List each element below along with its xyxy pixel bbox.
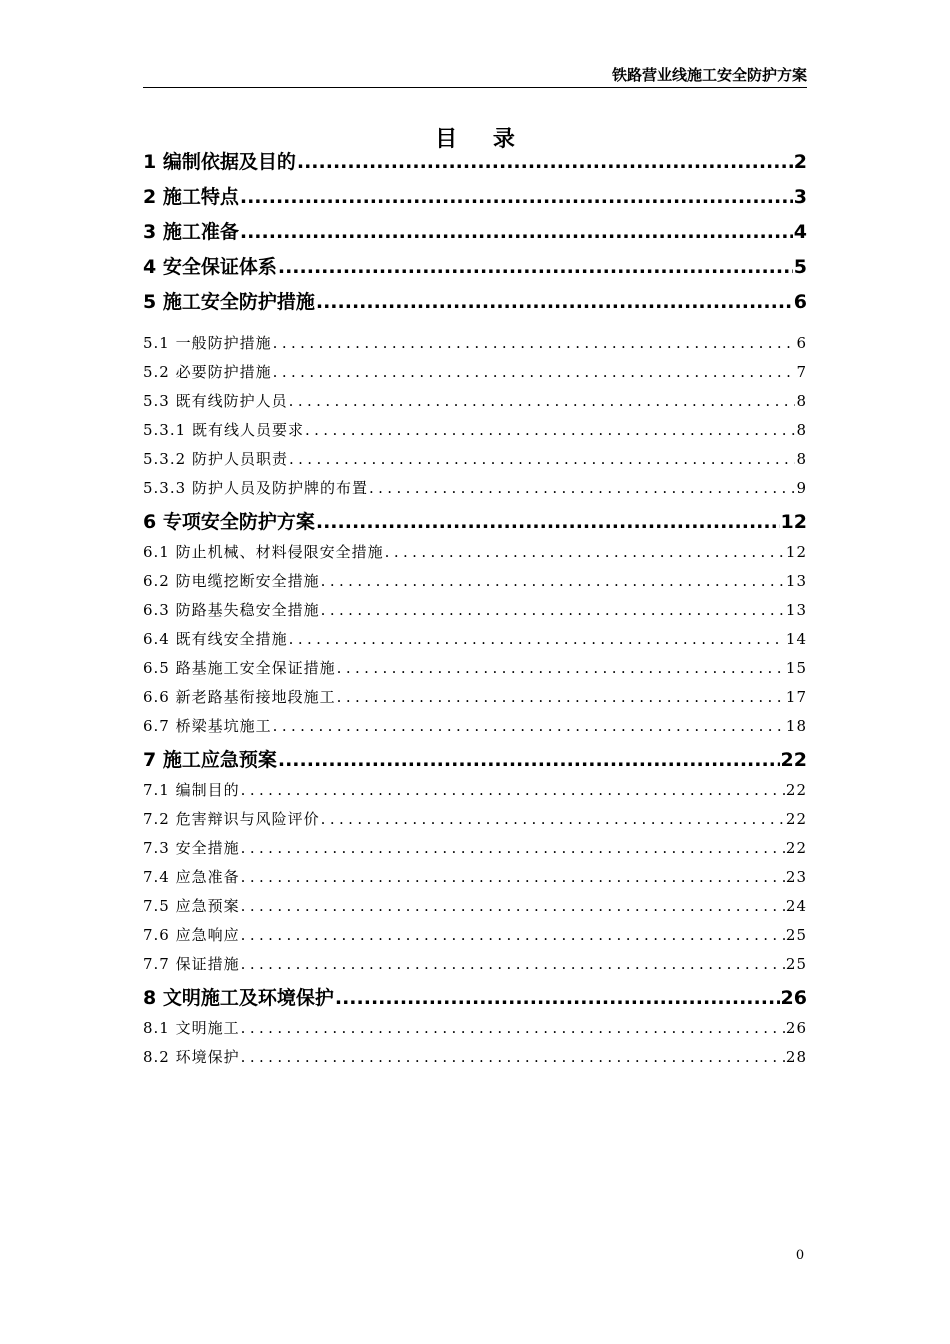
- toc-entry-number: 3: [143, 221, 157, 243]
- toc-leader-dots: [321, 810, 785, 828]
- toc-entry-text: 专项安全防护方案: [162, 511, 315, 533]
- toc-entry[interactable]: [143, 390, 807, 411]
- toc-entry-page: 8: [796, 392, 807, 410]
- toc-entry-title: [143, 287, 315, 314]
- page-number: 0: [795, 1248, 805, 1263]
- toc-leader-dots: [240, 221, 793, 243]
- toc-entry[interactable]: [143, 779, 807, 800]
- toc-leader-dots: [241, 955, 785, 973]
- toc-entry-number: 5.3.2: [143, 450, 187, 468]
- toc-entry-number: 7.7: [143, 955, 170, 973]
- toc-entry-number: 6.6: [143, 688, 170, 706]
- toc-entry-page: 22: [785, 781, 807, 799]
- toc-entry-text: 安全保证体系: [162, 256, 277, 278]
- toc-title: 目 录: [435, 127, 529, 152]
- toc-entry-number: 7.4: [143, 868, 170, 886]
- toc-entry-page: 17: [785, 688, 807, 706]
- toc-entry-number: 6.4: [143, 630, 170, 648]
- toc-entry-number: 5.2: [143, 363, 170, 381]
- toc-entry-text: 文明施工: [175, 1019, 240, 1037]
- toc-entry-title: [143, 217, 239, 244]
- toc-entry[interactable]: [143, 983, 807, 1010]
- toc-entry[interactable]: [143, 541, 807, 562]
- toc-entry[interactable]: [143, 837, 807, 858]
- toc-entry[interactable]: [143, 419, 807, 440]
- toc-entry-text: 新老路基衔接地段施工: [175, 688, 336, 706]
- toc-entry-text: 应急预案: [175, 897, 240, 915]
- toc-entry[interactable]: [143, 686, 807, 707]
- toc-entry-title: [143, 182, 239, 209]
- toc-entry-text: 应急响应: [175, 926, 240, 944]
- toc-entry-number: 7.2: [143, 810, 170, 828]
- toc-entry-number: 6.3: [143, 601, 170, 619]
- toc-entry-title: [143, 866, 240, 887]
- toc-entry-number: 1: [143, 151, 157, 173]
- toc-entry-page: 14: [785, 630, 807, 648]
- toc-entry-title: [143, 924, 240, 945]
- toc-entry-title: [143, 252, 277, 279]
- toc-entry-page: 8: [796, 450, 807, 468]
- toc-entry-page: 13: [785, 572, 807, 590]
- toc-entry[interactable]: [143, 895, 807, 916]
- header-title: 铁路营业线施工安全防护方案: [611, 66, 807, 84]
- toc-leader-dots: [321, 572, 785, 590]
- toc-entry-title: [143, 332, 272, 353]
- toc-entry-page: 5: [793, 256, 807, 278]
- toc-leader-dots: [241, 839, 785, 857]
- toc-entry-title: [143, 361, 272, 382]
- toc-leader-dots: [305, 421, 795, 439]
- toc-entry-page: 25: [785, 926, 807, 944]
- toc-entry-number: 8.2: [143, 1048, 170, 1066]
- toc-entry-title: [143, 448, 288, 469]
- toc-entry-title: [143, 686, 336, 707]
- toc-entry[interactable]: [143, 715, 807, 736]
- toc-leader-dots: [289, 630, 785, 648]
- toc-leader-dots: [273, 363, 796, 381]
- toc-leader-dots: [337, 688, 785, 706]
- toc-entry-title: [143, 895, 240, 916]
- toc-entry[interactable]: [143, 448, 807, 469]
- toc-entry-number: 6.1: [143, 543, 170, 561]
- toc-leader-dots: [278, 749, 780, 771]
- toc-entry-title: [143, 779, 240, 800]
- toc-leader-dots: [241, 781, 785, 799]
- toc-entry[interactable]: [143, 924, 807, 945]
- toc-entry-title: [143, 541, 384, 562]
- toc-entry-title: [143, 1017, 240, 1038]
- toc-entry-number: 5.3.3: [143, 479, 187, 497]
- toc-entry[interactable]: [143, 252, 807, 279]
- toc-entry-number: 5: [143, 291, 157, 313]
- toc-leader-dots: [278, 256, 793, 278]
- toc-entry-page: 22: [785, 810, 807, 828]
- toc-entry-title: [143, 715, 272, 736]
- toc-entry-page: 24: [785, 897, 807, 915]
- toc-entry[interactable]: [143, 953, 807, 974]
- toc-entry-number: 6.7: [143, 717, 170, 735]
- toc-entry-text: 应急准备: [175, 868, 240, 886]
- toc-entry-text: 一般防护措施: [175, 334, 272, 352]
- toc-entry-title: [143, 570, 320, 591]
- toc-leader-dots: [289, 392, 796, 410]
- toc-entry-number: 7.6: [143, 926, 170, 944]
- toc-entry-text: 既有线人员要求: [191, 421, 304, 439]
- toc-entry-text: 施工准备: [162, 221, 239, 243]
- toc-entry-page: 23: [785, 868, 807, 886]
- toc-entry[interactable]: [143, 361, 807, 382]
- toc-leader-dots: [289, 450, 795, 468]
- toc-entry-title: [143, 808, 320, 829]
- toc-entry-title: [143, 657, 336, 678]
- toc-entry-number: 6.5: [143, 659, 170, 677]
- toc-entry-number: 5.1: [143, 334, 170, 352]
- toc-entry[interactable]: [143, 332, 807, 353]
- toc-entry-number: 5.3.1: [143, 421, 187, 439]
- header-rule: [143, 87, 807, 88]
- toc-entry-text: 安全措施: [175, 839, 240, 857]
- toc-leader-dots: [369, 479, 795, 497]
- toc-entry-number: 2: [143, 186, 157, 208]
- toc-entry-text: 防路基失稳安全措施: [175, 601, 320, 619]
- toc-entry[interactable]: [143, 287, 807, 314]
- toc-entry-text: 编制目的: [175, 781, 240, 799]
- toc-entry-page: 9: [796, 479, 807, 497]
- toc-entry-text: 防电缆挖断安全措施: [175, 572, 320, 590]
- toc-entry-page: 3: [793, 186, 807, 208]
- toc-entry[interactable]: [143, 570, 807, 591]
- toc-entry-text: 保证措施: [175, 955, 240, 973]
- toc-entry-number: 7.3: [143, 839, 170, 857]
- toc-entry-text: 路基施工安全保证措施: [175, 659, 336, 677]
- toc-leader-dots: [241, 926, 785, 944]
- toc-entry[interactable]: [143, 217, 807, 244]
- toc-leader-dots: [241, 1048, 785, 1066]
- toc-entry-title: [143, 628, 288, 649]
- toc-entry-page: 22: [780, 749, 807, 771]
- toc-entry[interactable]: [143, 657, 807, 678]
- toc-entry[interactable]: [143, 599, 807, 620]
- toc-entry-page: 26: [785, 1019, 807, 1037]
- toc-entry-title: [143, 390, 288, 411]
- toc-entry-page: 12: [780, 511, 807, 533]
- toc-entry-number: 4: [143, 256, 157, 278]
- toc-entry-number: 7.1: [143, 781, 170, 799]
- toc-entry-page: 6: [796, 334, 807, 352]
- toc-entry-title: [143, 599, 320, 620]
- toc-entry-title: [143, 1046, 240, 1067]
- toc-entry-text: 编制依据及目的: [162, 151, 296, 173]
- toc-entry[interactable]: [143, 147, 807, 174]
- toc-entry-page: 13: [785, 601, 807, 619]
- toc-entry-number: 6: [143, 511, 157, 533]
- toc-leader-dots: [241, 1019, 785, 1037]
- toc-entry-title: [143, 419, 304, 440]
- toc-entry-number: 5.3: [143, 392, 170, 410]
- toc-entry-page: 18: [785, 717, 807, 735]
- toc-entry-title: [143, 477, 368, 498]
- toc-leader-dots: [335, 987, 780, 1009]
- toc-leader-dots: [273, 334, 796, 352]
- toc-entry[interactable]: [143, 808, 807, 829]
- toc-entry-text: 既有线安全措施: [175, 630, 288, 648]
- toc-leader-dots: [337, 659, 785, 677]
- toc-entry-page: 25: [785, 955, 807, 973]
- toc-entry[interactable]: [143, 1046, 807, 1067]
- toc-entry-page: 4: [793, 221, 807, 243]
- toc-entry[interactable]: [143, 477, 807, 498]
- toc-entry[interactable]: [143, 866, 807, 887]
- toc-leader-dots: [321, 601, 785, 619]
- toc-entry[interactable]: [143, 628, 807, 649]
- toc-entry-title: [143, 507, 315, 534]
- toc-entry-text: 必要防护措施: [175, 363, 272, 381]
- toc-leader-dots: [241, 897, 785, 915]
- toc-entry-number: 8: [143, 987, 157, 1009]
- toc-entry-title: [143, 953, 240, 974]
- toc-entry-title: [143, 745, 277, 772]
- toc-entry-text: 文明施工及环境保护: [162, 987, 334, 1009]
- toc-entry[interactable]: [143, 507, 807, 534]
- toc-entry-page: 15: [785, 659, 807, 677]
- toc-entry-title: [143, 983, 334, 1010]
- toc-entry-number: 7.5: [143, 897, 170, 915]
- toc-entry-page: 6: [793, 291, 807, 313]
- toc-entry-number: 6.2: [143, 572, 170, 590]
- toc-entry-page: 2: [793, 151, 807, 173]
- toc-leader-dots: [273, 717, 785, 735]
- toc-entry-page: 12: [785, 543, 807, 561]
- toc-entry-text: 施工应急预案: [162, 749, 277, 771]
- toc-leader-dots: [297, 151, 793, 173]
- toc-entry[interactable]: [143, 745, 807, 772]
- toc-entry-page: 7: [796, 363, 807, 381]
- toc-entry-number: 8.1: [143, 1019, 170, 1037]
- toc-entry-text: 防护人员职责: [191, 450, 288, 468]
- toc-entry-page: 28: [785, 1048, 807, 1066]
- toc-entry-title: [143, 147, 296, 174]
- toc-entry[interactable]: [143, 182, 807, 209]
- toc-leader-dots: [316, 291, 793, 313]
- toc-entry-page: 26: [780, 987, 807, 1009]
- toc-entry-text: 桥梁基坑施工: [175, 717, 272, 735]
- toc-leader-dots: [241, 868, 785, 886]
- toc-entry-text: 危害辩识与风险评价: [175, 810, 320, 828]
- toc-entry[interactable]: [143, 1017, 807, 1038]
- toc-leader-dots: [316, 511, 780, 533]
- toc-entry-text: 防止机械、材料侵限安全措施: [175, 543, 384, 561]
- toc-entry-text: 环境保护: [175, 1048, 240, 1066]
- toc-entry-text: 施工安全防护措施: [162, 291, 315, 313]
- toc-leader-dots: [240, 186, 793, 208]
- toc-entry-number: 7: [143, 749, 157, 771]
- toc-entry-title: [143, 837, 240, 858]
- toc-leader-dots: [385, 543, 785, 561]
- toc-entry-page: 8: [796, 421, 807, 439]
- toc-entry-text: 防护人员及防护牌的布置: [191, 479, 368, 497]
- toc-entry-text: 施工特点: [162, 186, 239, 208]
- toc-entry-text: 既有线防护人员: [175, 392, 288, 410]
- toc-entry-page: 22: [785, 839, 807, 857]
